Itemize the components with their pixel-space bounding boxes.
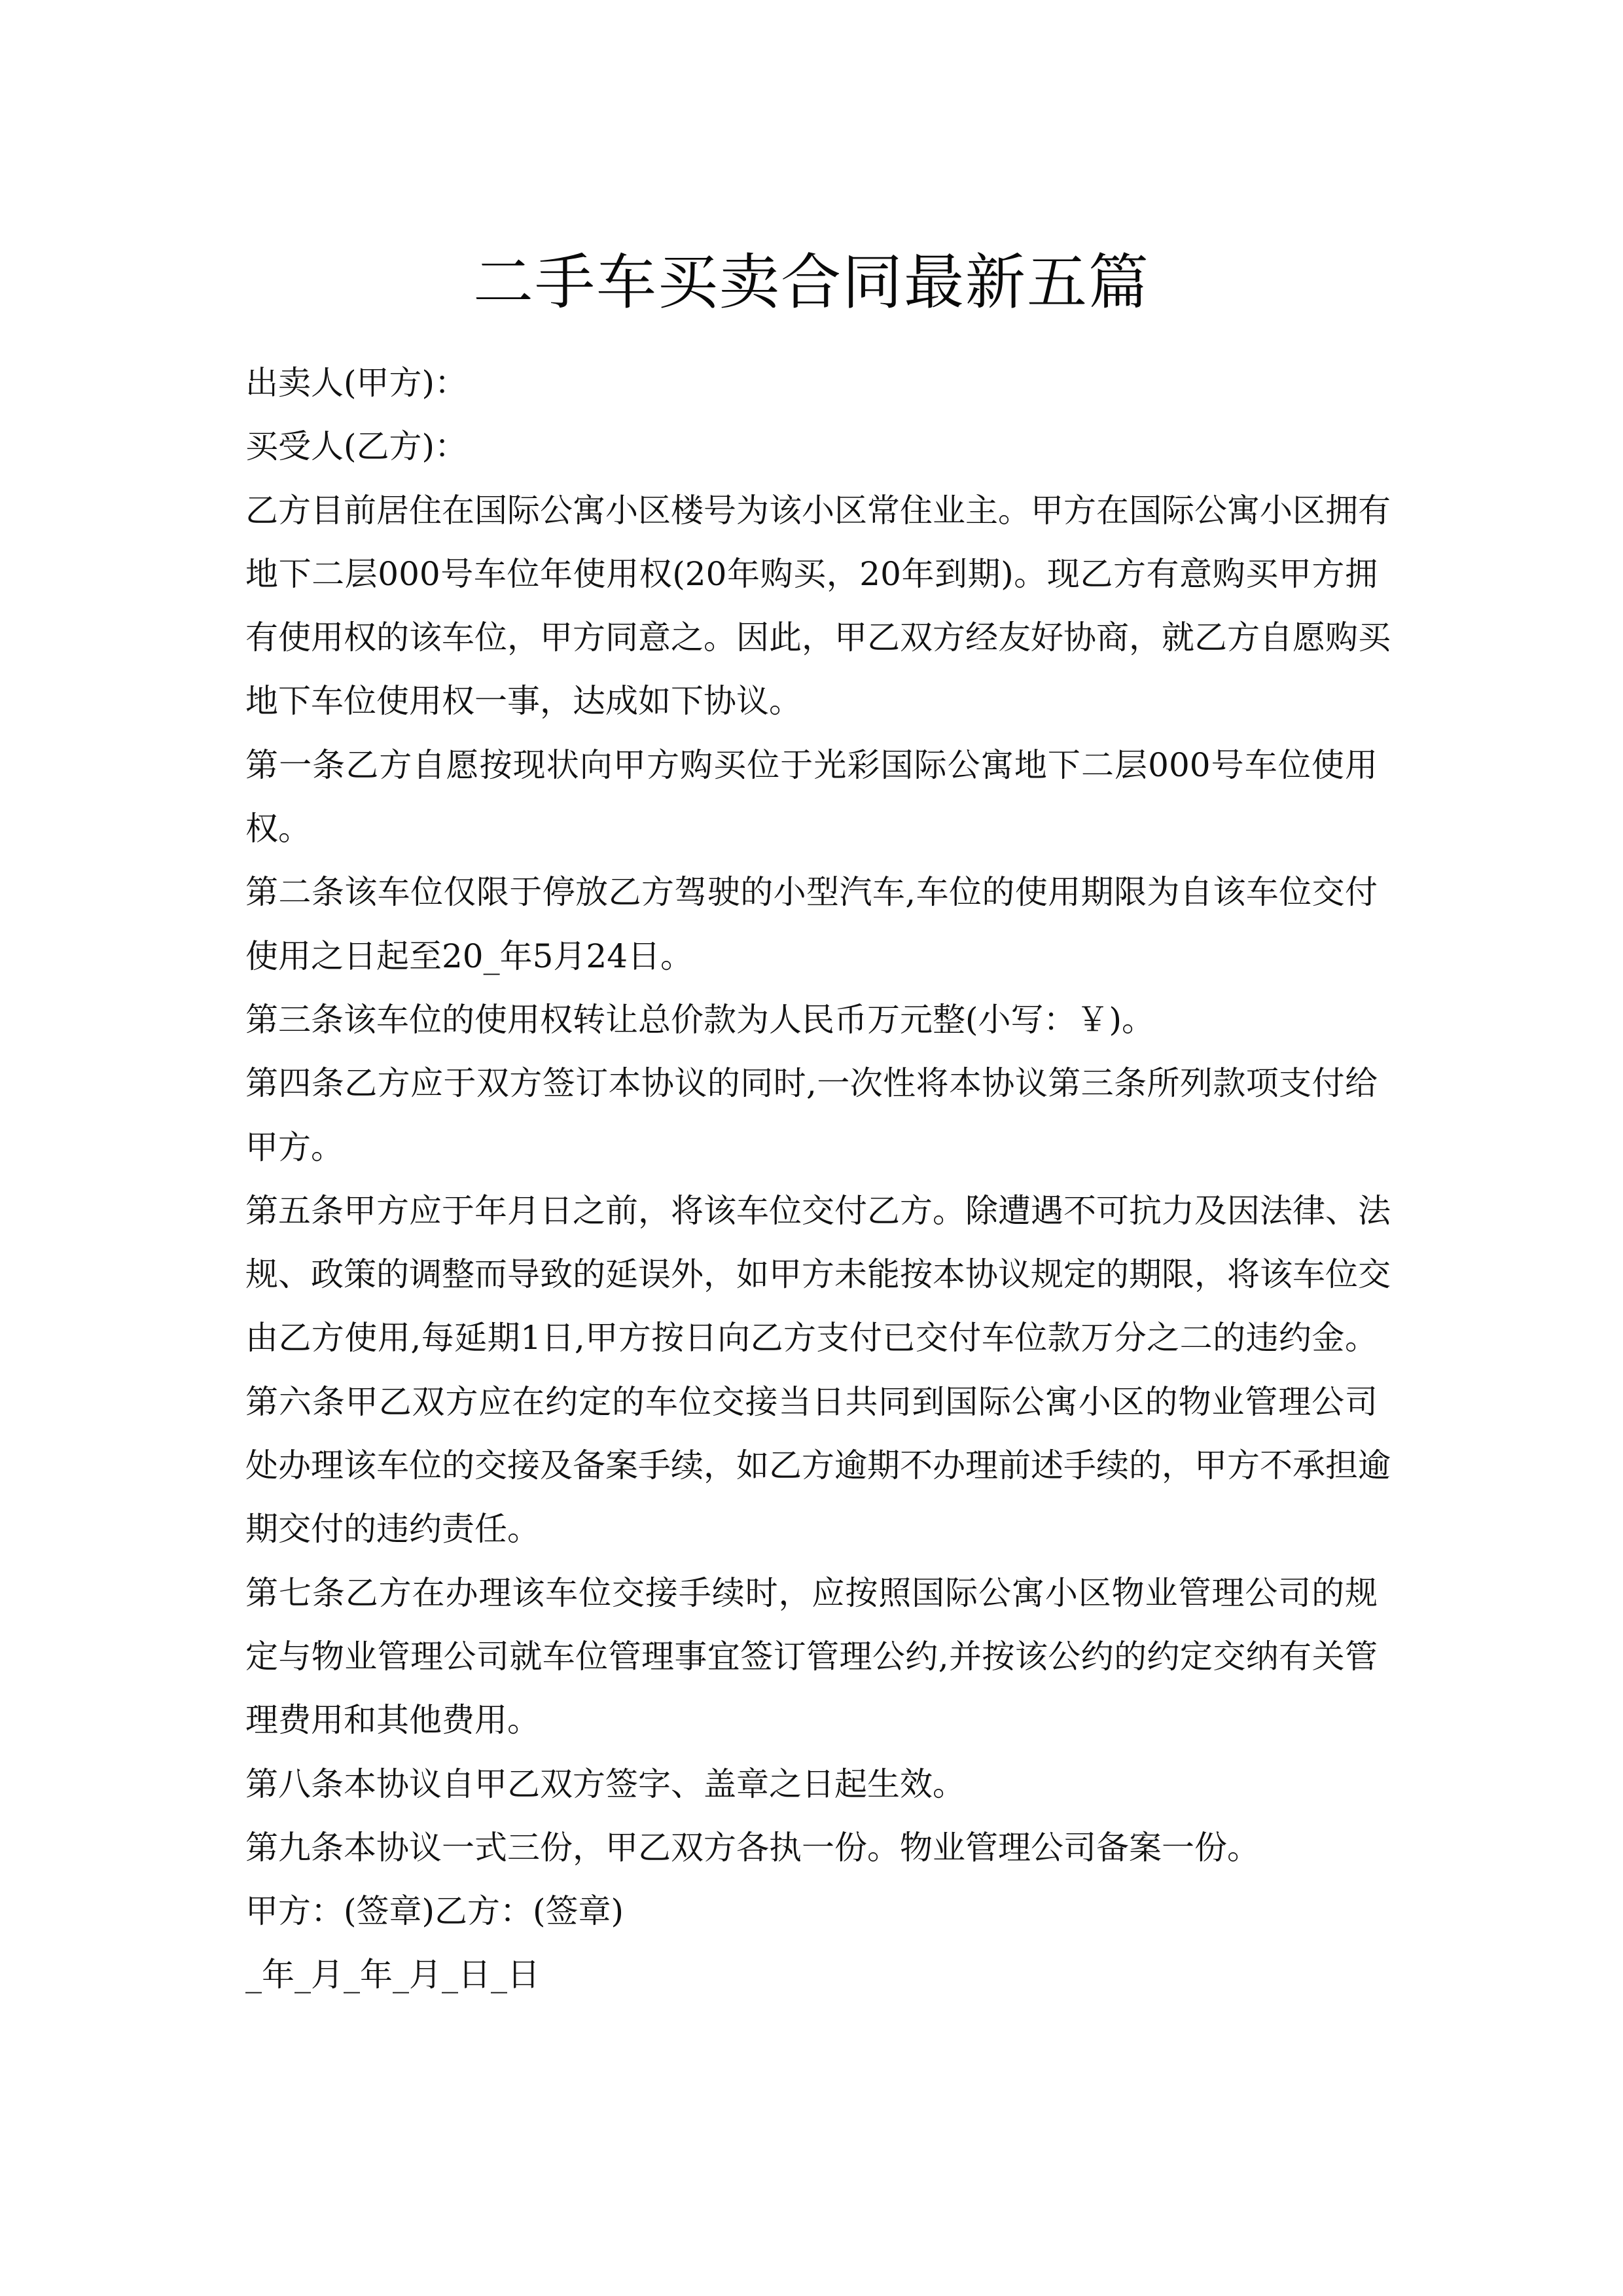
article-6-line: 第六条甲乙双方应在约定的车位交接当日共同到国际公寓小区的物业管理公司 — [245, 1382, 1378, 1421]
article-6-line: 处办理该车位的交接及备案手续，如乙方逾期不办理前述手续的，甲方不承担逾 — [245, 1446, 1391, 1485]
article-6-line: 期交付的违约责任。 — [245, 1510, 540, 1549]
article-5-line: 由乙方使用,每延期1日,甲方按日向乙方支付已交付车位款万分之二的违约金。 — [245, 1319, 1378, 1357]
article-7-line: 第七条乙方在办理该车位交接手续时，应按照国际公寓小区物业管理公司的规 — [245, 1573, 1378, 1612]
article-5-line: 规、政策的调整而导致的延误外，如甲方未能按本协议规定的期限，将该车位交 — [245, 1255, 1391, 1294]
article-9-line: 第九条本协议一式三份，甲乙双方各执一份。物业管理公司备案一份。 — [245, 1828, 1260, 1867]
document-body — [245, 351, 1391, 2007]
article-1-line: 权。 — [245, 810, 311, 848]
date-line: _年_月_年_月_日_日 — [245, 1956, 540, 1994]
article-7-line: 定与物业管理公司就车位管理事宜签订管理公约,并按该公约的约定交纳有关管 — [245, 1637, 1378, 1676]
article-4-line: 甲方。 — [245, 1128, 344, 1166]
article-5-line: 第五条甲方应于年月日之前，将该车位交付乙方。除遭遇不可抗力及因法律、法 — [245, 1191, 1391, 1230]
paragraph-intro-line: 地下车位使用权一事，达成如下协议。 — [245, 682, 802, 721]
document-title: 二手车买卖合同最新五篇 — [473, 247, 1150, 317]
article-2-line: 第二条该车位仅限于停放乙方驾驶的小型汽车,车位的使用期限为自该车位交付 — [245, 873, 1378, 912]
paragraph-intro-line: 有使用权的该车位，甲方同意之。因此，甲乙双方经友好协商，就乙方自愿购买 — [245, 619, 1391, 657]
signature-line: 甲方：(签章)乙方：(签章) — [245, 1892, 624, 1931]
article-2-line: 使用之日起至20_年5月24日。 — [245, 937, 694, 975]
article-4-line: 第四条乙方应于双方签订本协议的同时,一次性将本协议第三条所列款项支付给 — [245, 1064, 1378, 1103]
paragraph-intro-line: 地下二层000号车位年使用权(20年购买，20年到期)。现乙方有意购买甲方拥 — [245, 554, 1378, 593]
article-3-line: 第三条该车位的使用权转让总价款为人民币万元整(小写：￥)。 — [245, 1000, 1155, 1039]
article-1-line: 第一条乙方自愿按现状向甲方购买位于光彩国际公寓地下二层000号车位使用 — [245, 745, 1378, 784]
line-seller: 出卖人(甲方)： — [245, 364, 468, 402]
line-buyer: 买受人(乙方)： — [245, 427, 468, 466]
paragraph-intro-line: 乙方目前居住在国际公寓小区楼号为该小区常住业主。甲方在国际公寓小区拥有 — [245, 491, 1391, 529]
article-7-line: 理费用和其他费用。 — [245, 1701, 540, 1740]
article-8-line: 第八条本协议自甲乙双方签字、盖章之日起生效。 — [245, 1765, 965, 1803]
